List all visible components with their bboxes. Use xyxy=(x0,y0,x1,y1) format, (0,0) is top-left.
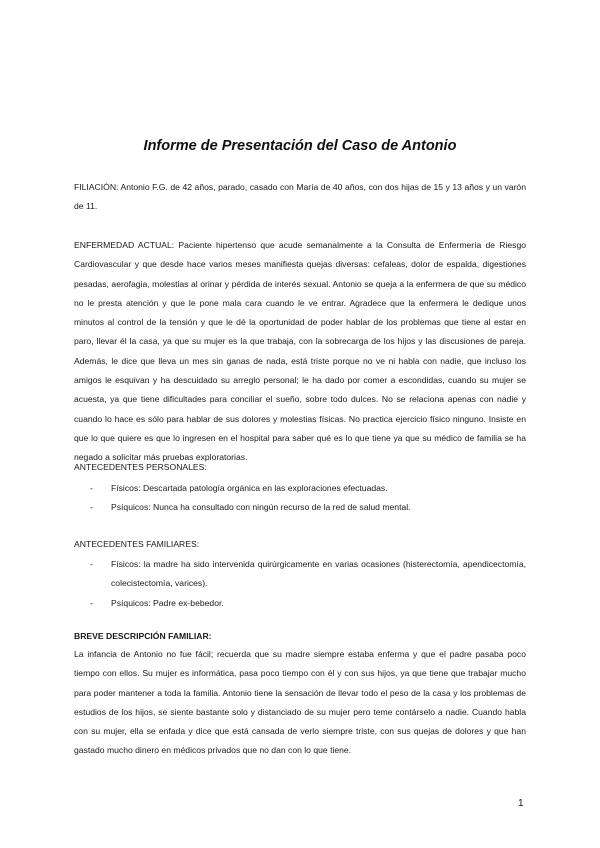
enfermedad-label: ENFERMEDAD ACTUAL: xyxy=(74,240,175,250)
descripcion-familiar-heading: BREVE DESCRIPCIÓN FAMILIAR: xyxy=(74,631,212,641)
antecedentes-personales-list xyxy=(74,479,526,518)
descripcion-familiar-paragraph: La infancia de Antonio no fue fácil; recuerda que su madre siempre estaba enferma y que el padre pasaba poco tiempo con ellos. Su mujer es informática, pasa poco tiempo con él y con sus hijos, ya que tiene que trabajar mucho para poder mantener a toda la familia. Antonio tiene la sensación de llevar todo el peso de la casa y los problemas de estudios de los hijos, se siente bastante solo y distanciado de su mujer pero teme contárselo a nadie. Cuando habla con su mujer, ella se enfada y dice que está cansada de verlo siempre triste, con sus quejas de dolores y que han gastado mucho dinero en médicos privados que no dan con lo que tiene. xyxy=(74,649,526,756)
antecedentes-familiares-heading: ANTECEDENTES FAMILIARES: xyxy=(74,539,200,549)
list-item: - Físicos: la madre ha sido intervenida quirúrgicamente en varias ocasiones (histerectomía, apendicectomía, colecistectomía, varices). xyxy=(90,559,526,589)
filiacion-text: Antonio F.G. de 42 años, parado, casado con María de 40 años, con dos hijas de 15 y 13 años y un varón de 11. xyxy=(74,182,526,212)
list-item: - Psíquicos: Nunca ha consultado con ningún recurso de la red de salud mental. xyxy=(90,502,411,513)
list-item: - Físicos: Descartada patología orgánica en las exploraciones efectuadas. xyxy=(90,483,388,493)
antecedentes-familiares-list xyxy=(74,555,526,613)
list-item: - Psíquicos: Padre ex-bebedor. xyxy=(90,597,224,608)
enfermedad-paragraph xyxy=(74,236,526,468)
document-title: Informe de Presentación del Caso de Antonio xyxy=(143,138,457,154)
filiacion-paragraph xyxy=(74,178,526,217)
page-number: 1 xyxy=(518,798,524,809)
antecedentes-personales-heading: ANTECEDENTES PERSONALES: xyxy=(74,462,207,472)
enfermedad-text: Paciente hipertenso que acude semanalmente a la Consulta de Enfermería de Riesgo Cardiovascular y que desde hace varios meses manifiesta quejas diversas: cefaleas, dolor de espalda, digestiones pesadas, aerofagia, molestias al orinar y pérdida de interés sexual. Antonio se queja a la enfermera de que su médico no le presta atención y que le pone mala cara cuando le ve entrar. Agradece que la enfermera le dedique unos minutos al control de la tensión y que le dé la oportunidad de poder hablar de los problemas que tiene al estar en paro, llevar él la casa, ya que su mujer es la que trabaja, con la sobrecarga de los hijos y las discusiones de pareja. Además, le dice que lleva un mes sin ganas de nada, está triste porque no ve ni habla con nadie, que incluso los amigos le esquivan y ha descuidado su arreglo personal; le ha dado por comer a escondidas, cuando su mujer se acuesta, ya que tiene dificultades para conciliar el sueño, sobre todo dulces. No se relaciona apenas con nadie y cuando lo hace es sólo para hablar de sus dolores y molestias físicas. No practica ejercicio físico ninguno. Insiste en que lo que quiere es que lo ingresen en el hospital para saber qué es lo que tiene ya que su médico de familia se ha negado a solicitar más pruebas exploratorias. xyxy=(74,240,527,463)
filiacion-label: FILIACIÓN: xyxy=(74,182,119,192)
